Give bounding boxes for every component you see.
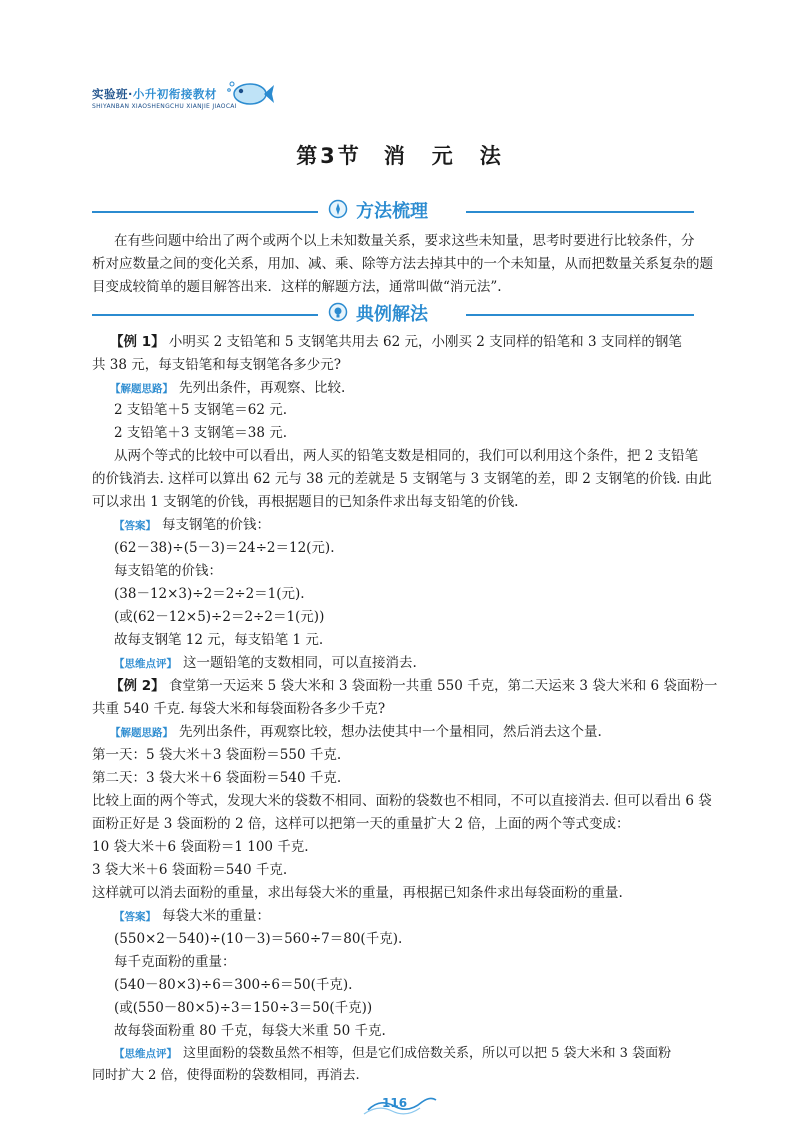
example-2-data-line: 第一天：5 袋大米＋3 袋面粉＝550 千克. bbox=[92, 747, 342, 763]
idea-tag: 【解题思路】 bbox=[110, 727, 173, 739]
answer-tag: 【答案】 bbox=[114, 520, 156, 532]
example-1-explain-line: 从两个等式的比较中可以看出，两人买的铅笔支数是相同的，我们可以利用这个条件，把 2 支铅笔 bbox=[114, 448, 699, 464]
example-2-tag: 【例 2】 bbox=[110, 678, 165, 694]
page-number-badge bbox=[360, 1092, 440, 1118]
example-2-explain-line: 面粉正好是 3 袋面粉的 2 倍，这样可以把第一天的重量扩大 2 倍，上面的两个等式变成： bbox=[92, 816, 630, 832]
example-2-review: 【思维点评】 这里面粉的袋数虽然不相等，但是它们成倍数关系，所以可以把 5 袋大米和 3 袋面粉 bbox=[114, 1044, 671, 1064]
section-rule-left bbox=[92, 211, 318, 213]
example-1-question: 【例 1】 小明买 2 支铅笔和 5 支钢笔共用去 62 元，小刚买 2 支同样的铅笔和 3 支同样的钢笔 bbox=[110, 334, 682, 350]
method-paragraph-line: 目变成较简单的题目解答出来．这样的解题方法，通常叫做“消元法”. bbox=[92, 279, 502, 295]
example-2-data-line: 第二天：3 袋大米＋6 袋面粉＝540 千克. bbox=[92, 770, 342, 786]
example-2-equation: 3 袋大米＋6 袋面粉＝540 千克. bbox=[92, 862, 288, 878]
example-1-answer-line: (38－12×3)÷2＝2÷2＝1(元). bbox=[114, 586, 305, 602]
chapter-name: 消 元 法 bbox=[383, 144, 504, 168]
example-2-answer-line: (540－80×3)÷6＝300÷6＝50(千克). bbox=[114, 977, 353, 993]
example-2-answer-line: 故每袋面粉重 80 千克，每袋大米重 50 千克. bbox=[114, 1023, 386, 1039]
idea-tag: 【解题思路】 bbox=[110, 383, 173, 395]
example-1-question-cont: 共 38 元，每支铅笔和每支钢笔各多少元? bbox=[92, 357, 341, 373]
example-2-question-cont: 共重 540 千克. 每袋大米和每袋面粉各多少千克? bbox=[92, 701, 386, 717]
brand-pinyin: SHIYANBAN XIAOSHENGCHU XIANJIE JIAOCAI bbox=[92, 103, 237, 110]
example-2-question: 【例 2】 食堂第一天运来 5 袋大米和 3 袋面粉一共重 550 千克，第二天运来 3 袋大米和 6 袋面粉一 bbox=[110, 678, 718, 694]
example-2-review-cont: 同时扩大 2 倍，使得面粉的袋数相同，再消去. bbox=[92, 1068, 360, 1083]
example-2-answer-line: (或(550－80×5)÷3＝150÷3＝50(千克)) bbox=[114, 1000, 373, 1016]
example-1-answer: 【答案】 每支钢笔的价钱： bbox=[114, 515, 270, 536]
example-1-equation: 2 支铅笔＋3 支钢笔＝38 元. bbox=[114, 425, 288, 441]
chapter-number: 第3节 bbox=[296, 144, 362, 168]
brand-separator: · bbox=[128, 87, 133, 101]
example-1-explain-line: 的价钱消去. 这样可以算出 62 元与 38 元的差就是 5 支钢笔与 3 支钢笔的差，即 2 支钢笔的价钱. 由此 bbox=[92, 471, 712, 487]
example-1-review: 【思维点评】 这一题铅笔的支数相同，可以直接消去. bbox=[114, 653, 417, 674]
example-2-answer-line: (550×2－540)÷(10－3)＝560÷7＝80(千克). bbox=[114, 931, 403, 947]
example-1-equation: 2 支铅笔＋5 支钢笔＝62 元. bbox=[114, 402, 288, 418]
example-1-answer-line: 故每支钢笔 12 元，每支铅笔 1 元. bbox=[114, 632, 324, 648]
brand-name: 实验班 bbox=[92, 87, 128, 101]
example-1-tag: 【例 1】 bbox=[110, 334, 165, 350]
section-rule-right bbox=[466, 211, 694, 213]
series-brand bbox=[92, 86, 237, 110]
example-2-answer-line: 每千克面粉的重量： bbox=[114, 954, 236, 970]
brand-subtitle: 小升初衔接教材 bbox=[132, 87, 217, 101]
section-rule-left bbox=[92, 314, 318, 316]
example-1-answer-line: (62－38)÷(5－3)＝24÷2＝12(元). bbox=[114, 540, 335, 556]
section-rule-right bbox=[466, 314, 694, 316]
example-2-idea: 【解题思路】 先列出条件，再观察比较，想办法使其中一个量相同，然后消去这个量. bbox=[110, 722, 602, 743]
example-2-equation: 10 袋大米＋6 袋面粉＝1 100 千克. bbox=[92, 839, 309, 855]
review-tag: 【思维点评】 bbox=[114, 1048, 177, 1060]
review-tag: 【思维点评】 bbox=[114, 658, 177, 670]
example-2-explain-line: 比较上面的两个等式，发现大米的袋数不相同、面粉的袋数也不相同，不可以直接消去. 但可以看出 6 袋 bbox=[92, 793, 712, 809]
chapter-title bbox=[0, 140, 800, 170]
example-1-answer-line: 每支铅笔的价钱： bbox=[114, 563, 222, 579]
example-1-explain-line: 可以求出 1 支钢笔的价钱，再根据题目的已知条件求出每支铅笔的价钱. bbox=[92, 494, 519, 510]
method-paragraph-line: 析对应数量之间的变化关系，用加、减、乘、除等方法去掉其中的一个未知量，从而把数量关系复杂的题 bbox=[92, 256, 713, 272]
example-1-answer-line: (或(62－12×5)÷2＝2÷2＝1(元)) bbox=[114, 609, 325, 625]
section-title-examples: 典例解法 bbox=[356, 304, 428, 325]
bulb-icon bbox=[328, 302, 348, 322]
example-1-idea: 【解题思路】 先列出条件，再观察、比较. bbox=[110, 378, 345, 399]
fish-logo-icon bbox=[226, 78, 276, 108]
answer-tag: 【答案】 bbox=[114, 911, 156, 923]
example-2-explain-line: 这样就可以消去面粉的重量，求出每袋大米的重量，再根据已知条件求出每袋面粉的重量. bbox=[92, 885, 623, 901]
section-title-method: 方法梳理 bbox=[356, 201, 428, 222]
page-number: 116 bbox=[382, 1096, 408, 1110]
method-paragraph-line: 在有些问题中给出了两个或两个以上未知数量关系，要求这些未知量，思考时要进行比较条件，分 bbox=[114, 233, 695, 249]
example-2-answer: 【答案】 每袋大米的重量： bbox=[114, 906, 270, 927]
compass-icon bbox=[328, 199, 348, 219]
